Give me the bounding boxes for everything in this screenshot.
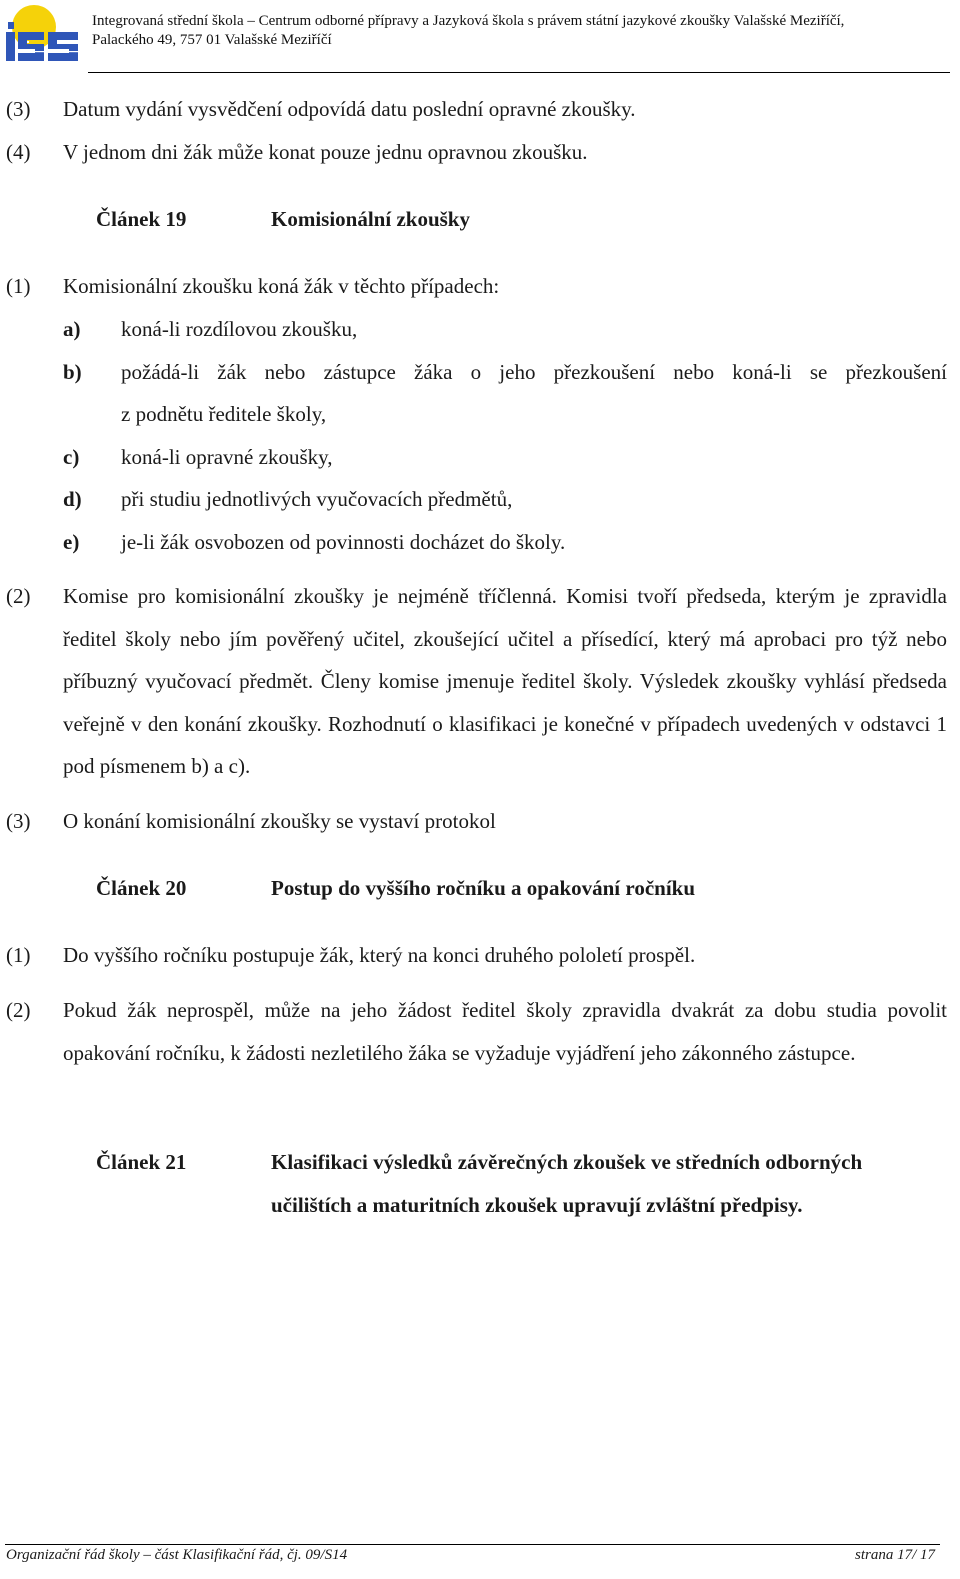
paragraph-text: Datum vydání vysvědčení odpovídá datu poslední opravné zkoušky. xyxy=(63,97,636,121)
list-item-text: koná-li opravné zkoušky, xyxy=(121,445,333,469)
article-20-title: Postup do vyššího ročníku a opakování ročníku xyxy=(271,876,696,900)
paragraph-number: (2) xyxy=(6,998,31,1022)
item-number: (3) xyxy=(6,97,31,121)
list-item-text: je-li žák osvobozen od povinnosti docházet do školy. xyxy=(121,530,566,554)
list-item-text-continued: z podnětu ředitele školy, xyxy=(121,402,327,426)
header-divider xyxy=(88,72,950,73)
header-line-2: Palackého 49, 757 01 Valašské Meziříčí xyxy=(92,32,332,48)
page-header xyxy=(0,0,960,76)
article-19-label: Článek 19 xyxy=(96,207,187,231)
paragraph-number: (2) xyxy=(6,584,31,608)
article-21-title: Klasifikaci výsledků závěrečných zkoušek ve středních odborných učilištích a maturitních zkoušek upravují zvláštní předpisy. xyxy=(271,1150,863,1217)
paragraph-text: O konání komisionální zkoušky se vystaví protokol xyxy=(63,809,496,833)
page-number: strana 17/ 17 xyxy=(854,1547,935,1563)
paragraph-text: Pokud žák neprospěl, může na jeho žádost ředitel školy zpravidla dvakrát za dobu studia povolit opakování ročníku, k žádosti nezletilého žáka se vyžaduje vyjádření jeho zákonného zástupce. xyxy=(63,998,947,1065)
footer-divider xyxy=(5,1544,940,1545)
article-21-label: Článek 21 xyxy=(96,1150,187,1174)
list-letter: d) xyxy=(63,487,82,511)
list-item-text: při studiu jednotlivých vyučovacích předmětů, xyxy=(121,487,513,511)
list-letter: b) xyxy=(63,360,82,384)
paragraph-text: Komise pro komisionální zkoušky je nejméně tříčlenná. Komisi tvoří předseda, kterým je zpravidla ředitel školy nebo jím pověřený učitel, zkoušející učitel a přísedící, který má aprobaci pro týž nebo příbuzný vyučovací předmět. Členy komise jmenuje ředitel školy. Výsledek zkoušky vyhlásí předseda veřejně v den konání zkoušky. Rozhodnutí o klasifikaci je konečné v případech uvedených v odstavci 1 pod písmenem b) a c). xyxy=(63,584,947,779)
paragraph-number: (3) xyxy=(6,809,31,833)
footer-document-title: Organizační řád školy – část Klasifikační řád, čj. 09/S14 xyxy=(6,1547,348,1563)
paragraph-text: V jednom dni žák může konat pouze jednu opravnou zkoušku. xyxy=(63,140,588,164)
article-19-title: Komisionální zkoušky xyxy=(271,207,470,231)
header-line-1: Integrovaná střední škola – Centrum odborné přípravy a Jazyková škola s právem státní jazykové zkoušky Valašské Meziříčí, xyxy=(92,13,845,29)
paragraph-text: Komisionální zkoušku koná žák v těchto případech: xyxy=(63,274,500,298)
list-letter: a) xyxy=(63,317,81,341)
list-letter: c) xyxy=(63,445,80,469)
school-address xyxy=(92,12,844,50)
list-item-text: požádá-li žák nebo zástupce žáka o jeho přezkoušení nebo koná-li se přezkoušení xyxy=(121,360,947,384)
paragraph-number: (1) xyxy=(6,943,31,967)
article-20-label: Článek 20 xyxy=(96,876,187,900)
school-logo xyxy=(4,3,80,63)
paragraph-text: Do vyššího ročníku postupuje žák, který na konci druhého pololetí prospěl. xyxy=(63,943,696,967)
paragraph-number: (1) xyxy=(6,274,31,298)
item-number: (4) xyxy=(6,140,31,164)
list-item-text: koná-li rozdílovou zkoušku, xyxy=(121,317,358,341)
list-letter: e) xyxy=(63,530,80,554)
